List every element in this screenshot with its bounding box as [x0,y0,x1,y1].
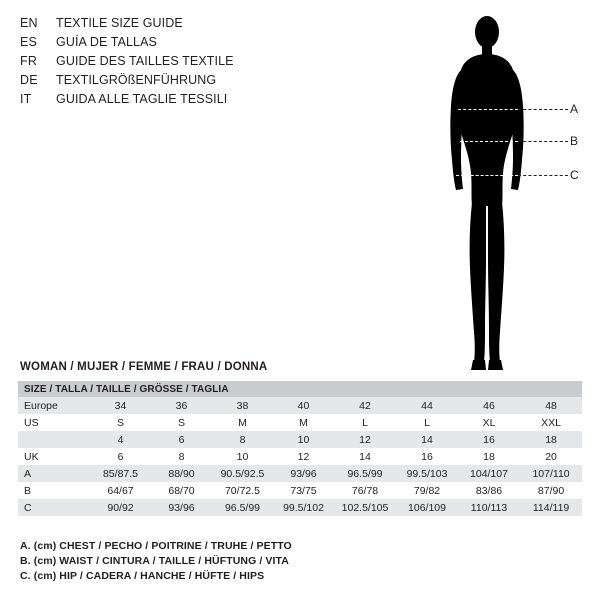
cell: 83/86 [458,482,520,499]
table-header-label: SIZE / TALLA / TAILLE / GRÖSSE / TAGLIA [18,381,582,397]
cell: 8 [212,431,273,448]
language-row [20,73,350,92]
measure-line-b-outer [518,141,568,142]
measure-line-b-inner [460,141,518,142]
cell: 87/90 [520,482,582,499]
table-row [18,397,582,414]
cell: 104/107 [458,465,520,482]
cell: 79/82 [396,482,458,499]
cell: 8 [151,448,212,465]
cell: 16 [396,448,458,465]
row-label [18,431,90,448]
cell: 90/92 [90,499,151,516]
language-row [20,35,350,54]
cell: 34 [90,397,151,414]
measure-line-c-inner [456,175,518,176]
row-label: A [18,465,90,482]
cell: 76/78 [334,482,396,499]
row-label: US [18,414,90,431]
cell: 73/75 [273,482,334,499]
footnotes [20,540,580,585]
cell: 14 [334,448,396,465]
table-row [18,448,582,465]
cell: 12 [273,448,334,465]
language-list [20,16,350,111]
table-row [18,499,582,516]
footnote-b: B. (cm) WAIST / CINTURA / TAILLE / HÜFTUNG / VITA [20,555,289,567]
cell: 106/109 [396,499,458,516]
section-label-woman: WOMAN / MUJER / FEMME / FRAU / DONNA [20,361,268,373]
table-header-row [18,381,582,397]
cell: 48 [520,397,582,414]
cell: 6 [151,431,212,448]
cell: 10 [273,431,334,448]
cell: 36 [151,397,212,414]
footnote-a: A. (cm) CHEST / PECHO / POITRINE / TRUHE / PETTO [20,540,292,552]
measure-line-c-outer [518,175,568,176]
language-title: TEXTILE SIZE GUIDE [56,16,183,30]
cell: 18 [520,431,582,448]
cell: XL [458,414,520,431]
cell: 42 [334,397,396,414]
cell: 46 [458,397,520,414]
cell: 96.5/99 [212,499,273,516]
cell: 107/110 [520,465,582,482]
measure-letter-c: C [570,168,579,182]
measure-letter-a: A [570,102,579,116]
cell: 40 [273,397,334,414]
measure-line-a-inner [458,109,518,110]
size-table [18,381,582,516]
cell: 64/67 [90,482,151,499]
language-code: EN [20,16,38,30]
footnote-c: C. (cm) HIP / CADERA / HANCHE / HÜFTE / HIPS [20,570,265,582]
cell: 20 [520,448,582,465]
cell: 93/96 [151,499,212,516]
cell: M [273,414,334,431]
language-title: GUIDA ALLE TAGLIE TESSILI [56,92,228,106]
cell: S [90,414,151,431]
table-row [18,431,582,448]
cell: 38 [212,397,273,414]
table-row [18,465,582,482]
language-code: DE [20,73,38,87]
language-code: ES [20,35,38,49]
cell: 99.5/103 [396,465,458,482]
table-row [18,482,582,499]
measure-line-a-outer [518,109,568,110]
cell: 68/70 [151,482,212,499]
language-row [20,92,350,111]
cell: 96.5/99 [334,465,396,482]
row-label: C [18,499,90,516]
cell: 6 [90,448,151,465]
cell: 10 [212,448,273,465]
cell: 18 [458,448,520,465]
language-code: IT [20,92,32,106]
language-row [20,16,350,35]
cell: 110/113 [458,499,520,516]
row-label: Europe [18,397,90,414]
cell: 99.5/102 [273,499,334,516]
cell: 85/87.5 [90,465,151,482]
cell: 4 [90,431,151,448]
cell: 44 [396,397,458,414]
language-title: TEXTILGRÖßENFÜHRUNG [56,73,217,87]
language-title: GUÍA DE TALLAS [56,35,157,49]
cell: L [396,414,458,431]
cell: 16 [458,431,520,448]
table-row [18,414,582,431]
cell: 114/119 [520,499,582,516]
cell: 14 [396,431,458,448]
language-title: GUIDE DES TAILLES TEXTILE [56,54,234,68]
body-figure [380,10,590,380]
cell: 88/90 [151,465,212,482]
row-label: UK [18,448,90,465]
cell: 93/96 [273,465,334,482]
cell: 90.5/92.5 [212,465,273,482]
cell: 102.5/105 [334,499,396,516]
cell: S [151,414,212,431]
measure-letter-b: B [570,134,579,148]
cell: M [212,414,273,431]
language-row [20,54,350,73]
language-code: FR [20,54,38,68]
female-silhouette-icon [430,10,550,375]
cell: 70/72.5 [212,482,273,499]
cell: 12 [334,431,396,448]
cell: XXL [520,414,582,431]
cell: L [334,414,396,431]
row-label: B [18,482,90,499]
